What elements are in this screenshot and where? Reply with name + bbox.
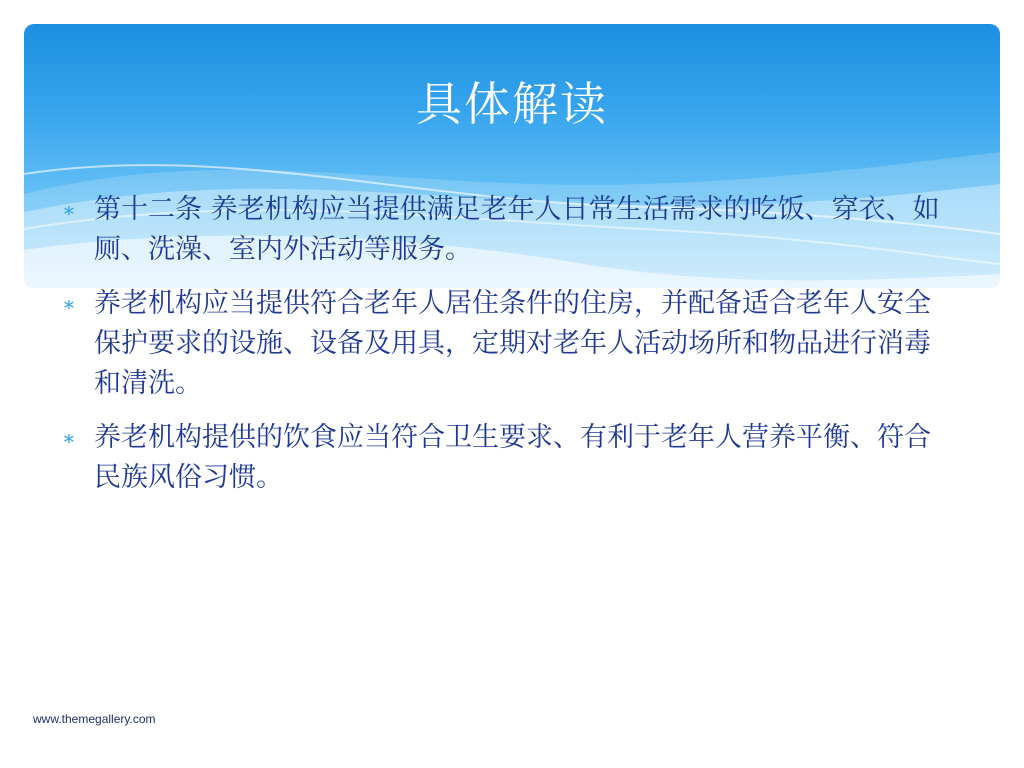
list-item — [62, 284, 942, 404]
bullet-text: 养老机构应当提供符合老年人居住条件的住房，并配备适合老年人安全保护要求的设施、设备及用具，定期对老年人活动场所和物品进行消毒和清洗。 — [94, 288, 931, 399]
bullet-text: 养老机构提供的饮食应当符合卫生要求、有利于老年人营养平衡、符合民族风俗习惯。 — [94, 422, 931, 493]
asterisk-bullet-icon: ∗ — [62, 198, 76, 222]
slide-title: 具体解读 — [416, 77, 608, 131]
list-item — [62, 418, 942, 498]
bullet-list — [62, 190, 942, 512]
footer-url: www.themegallery.com — [33, 712, 156, 726]
bullet-text: 第十二条 养老机构应当提供满足老年人日常生活需求的吃饭、穿衣、如厕、洗澡、室内外活动等服务。 — [94, 194, 940, 265]
list-item — [62, 190, 942, 270]
asterisk-bullet-icon: ∗ — [62, 426, 76, 450]
asterisk-bullet-icon: ∗ — [62, 292, 76, 316]
